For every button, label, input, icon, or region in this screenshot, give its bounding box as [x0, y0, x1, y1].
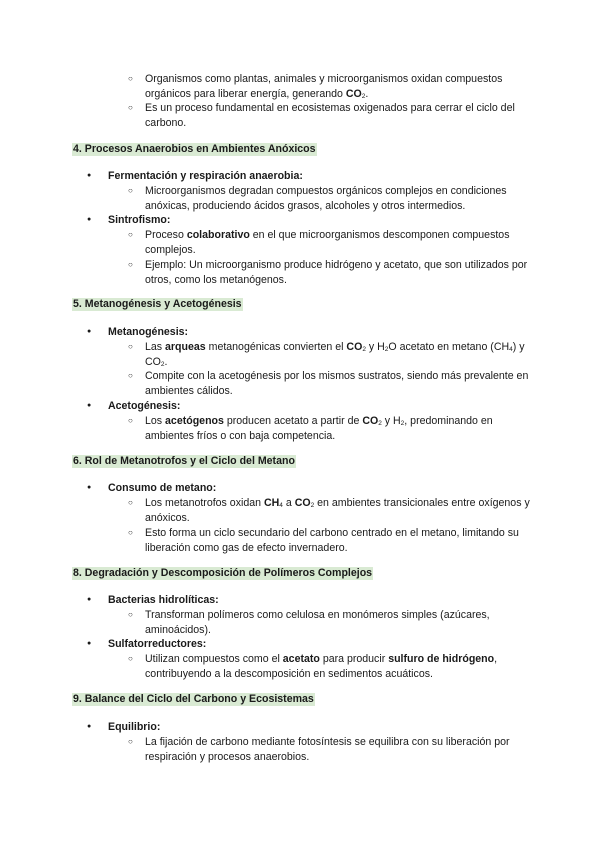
section-heading: 9. Balance del Ciclo del Carbono y Ecosistemas	[73, 693, 314, 705]
list-item: ● Sintrofismo:	[108, 213, 170, 228]
list-item: ○ Proceso colaborativo en el que microorganismos descomponen compuestos complejos.	[145, 228, 535, 257]
list-item: ● Consumo de metano:	[108, 481, 216, 496]
list-item: ○ Las arqueas metanogénicas convierten el $CO_2$ y $H_2O$ acetato en metano $(CH_4)$ y $CO_2$.	[145, 340, 535, 369]
section-heading: 6. Rol de Metanotrofos y el Ciclo del Metano	[73, 455, 295, 467]
list-item: ○ Los acetógenos producen acetato a partir de $CO_2$ y $H_2$, predominando en ambientes fríos o con baja competencia.	[145, 414, 535, 443]
list-item: ○ Utilizan compuestos como el acetato para producir sulfuro de hidrógeno, contribuyendo a la descomposición en sedimentos acuáticos.	[145, 652, 535, 681]
section-heading: 4. Procesos Anaerobios en Ambientes Anóxicos	[73, 143, 316, 155]
list-item: ○ Organismos como plantas, animales y microorganismos oxidan compuestos orgánicos para liberar energía, generando $CO_2$.	[145, 72, 535, 101]
list-item: ○ La fijación de carbono mediante fotosíntesis se equilibra con su liberación por respiración y procesos anaerobios.	[145, 735, 535, 764]
list-item: ○ Ejemplo: Un microorganismo produce hidrógeno y acetato, que son utilizados por otros, como los metanógenos.	[145, 258, 535, 287]
list-item: ● Sulfatorreductores:	[108, 637, 206, 652]
list-item: ○ Es un proceso fundamental en ecosistemas oxigenados para cerrar el ciclo del carbono.	[145, 101, 535, 130]
section-heading: 8. Degradación y Descomposición de Polímeros Complejos	[73, 567, 373, 579]
list-item: ○ Esto forma un ciclo secundario del carbono centrado en el metano, limitando su liberación como gas de efecto invernadero.	[145, 526, 535, 555]
list-item: ○ Los metanotrofos oxidan $CH_4$ a $CO_2$ en ambientes transicionales entre oxígenos y anóxicos.	[145, 496, 535, 525]
list-item: ● Metanogénesis:	[108, 325, 188, 340]
list-item: ○ Transforman polímeros como celulosa en monómeros simples (azúcares, aminoácidos).	[145, 608, 535, 637]
list-item: ○ Microorganismos degradan compuestos orgánicos complejos en condiciones anóxicas, produciendo ácidos grasos, alcoholes y otros intermedios.	[145, 184, 535, 213]
section-heading: 5. Metanogénesis y Acetogénesis	[73, 298, 242, 310]
list-item: ● Equilibrio:	[108, 720, 160, 735]
list-item: ● Acetogénesis:	[108, 399, 180, 414]
list-item: ○ Compite con la acetogénesis por los mismos sustratos, siendo más prevalente en ambientes cálidos.	[145, 369, 535, 398]
list-item: ● Bacterias hidrolíticas:	[108, 593, 219, 608]
list-item: ● Fermentación y respiración anaerobia:	[108, 169, 303, 184]
